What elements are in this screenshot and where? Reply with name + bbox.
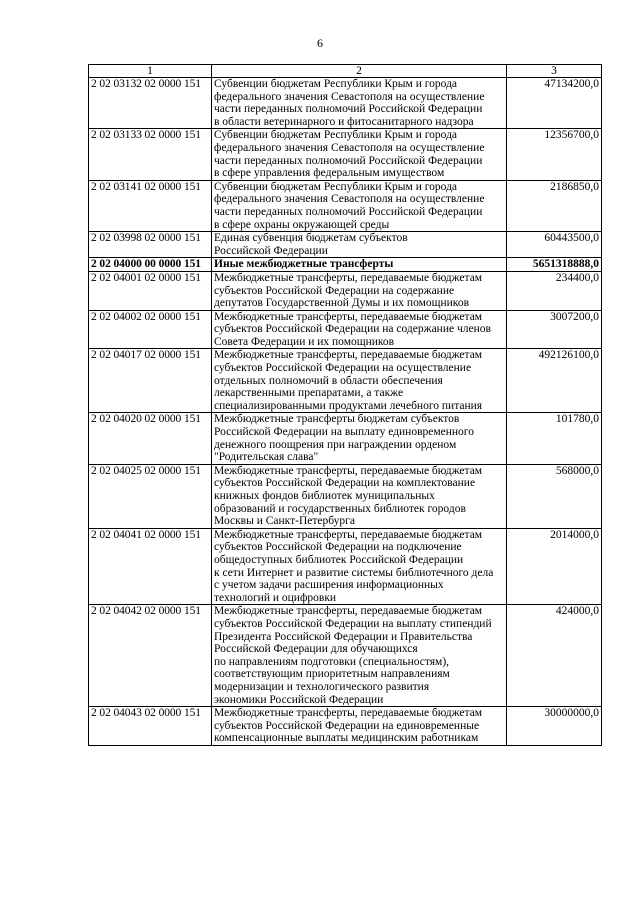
description-line: федерального значения Севастополя на осуществление: [214, 141, 485, 154]
description-line: технологий и оцифровки: [214, 591, 337, 604]
description-line: Межбюджетные трансферты, передаваемые бюджетам: [214, 349, 483, 362]
description-cell: [212, 129, 507, 180]
description-cell: [212, 78, 507, 129]
description-line: денежного поощрения при награждении орденом: [214, 438, 457, 451]
column-header-amount: 3: [507, 65, 602, 78]
description-line: лекарственными препаратами, а также: [214, 387, 404, 400]
budget-code-cell: 2 02 04002 02 0000 151: [89, 310, 212, 349]
table-row: [89, 271, 602, 310]
description-line: части переданных полномочий Российской Федерации: [214, 103, 483, 116]
description-line: субъектов Российской Федерации на содержание: [214, 284, 455, 297]
amount-cell: 30000000,0: [507, 707, 602, 746]
description-line: Субвенции бюджетам Республики Крым и города: [214, 180, 458, 193]
description-line: части переданных полномочий Российской Федерации: [214, 154, 483, 167]
description-line: Российской Федерации: [214, 244, 328, 257]
description-line: депутатов Государственной Думы и их помощников: [214, 297, 469, 310]
page-number: 6: [317, 36, 323, 50]
description-line: по направлениям подготовки (специальностям),: [214, 655, 450, 668]
table-row: [89, 464, 602, 528]
description-cell: [212, 464, 507, 528]
description-line: соответствующим приоритетным направлениям: [214, 668, 450, 681]
table-row: [89, 232, 602, 258]
description-line: федерального значения Севастополя на осуществление: [214, 193, 485, 206]
amount-cell: 492126100,0: [507, 349, 602, 413]
description-line: субъектов Российской Федерации на содержание членов: [214, 323, 491, 336]
description-line: субъектов Российской Федерации на выплату стипендий: [214, 617, 492, 630]
description-line: экономики Российской Федерации: [214, 693, 384, 706]
description-line: Президента Российской Федерации и Правительства: [214, 630, 473, 643]
description-cell: [212, 349, 507, 413]
table-row: [89, 528, 602, 605]
amount-cell: 12356700,0: [507, 129, 602, 180]
budget-code-cell: 2 02 04025 02 0000 151: [89, 464, 212, 528]
description-line: в области ветеринарного и фитосанитарного надзора: [214, 115, 474, 128]
description-line: модернизации и технологического развития: [214, 680, 430, 693]
amount-cell: 2014000,0: [507, 528, 602, 605]
description-line: Межбюджетные трансферты, передаваемые бюджетам: [214, 271, 483, 284]
description-line: федерального значения Севастополя на осуществление: [214, 90, 485, 103]
table-row: [89, 310, 602, 349]
description-line: к сети Интернет и развитие системы библиотечного дела: [214, 566, 494, 579]
description-cell: [212, 310, 507, 349]
description-cell: [212, 413, 507, 464]
description-line: Субвенции бюджетам Республики Крым и города: [214, 129, 458, 142]
description-line: субъектов Российской Федерации на осуществление: [214, 362, 472, 375]
description-line: образований и государственных библиотек городов: [214, 502, 466, 515]
column-header-code: 1: [89, 65, 212, 78]
amount-cell: 234400,0: [507, 271, 602, 310]
column-header-name: 2: [212, 65, 507, 78]
budget-code-cell: 2 02 04020 02 0000 151: [89, 413, 212, 464]
description-cell: [212, 605, 507, 707]
budget-code-cell: 2 02 03141 02 0000 151: [89, 180, 212, 231]
amount-cell: 101780,0: [507, 413, 602, 464]
amount-cell: 5651318888,0: [507, 258, 602, 272]
amount-cell: 3007200,0: [507, 310, 602, 349]
description-line: в сфере управления федеральным имуществом: [214, 167, 445, 180]
amount-cell: 60443500,0: [507, 232, 602, 258]
description-line: "Родительская слава": [214, 451, 319, 464]
budget-code-cell: 2 02 03998 02 0000 151: [89, 232, 212, 258]
description-cell: [212, 271, 507, 310]
description-line: Единая субвенция бюджетам субъектов: [214, 232, 408, 245]
table-row: [89, 413, 602, 464]
description-line: Москвы и Санкт-Петербурга: [214, 515, 355, 528]
description-line: субъектов Российской Федерации на комплектование: [214, 477, 476, 490]
description-line: Российской Федерации на выплату единовременного: [214, 426, 474, 439]
description-line: специализированными продуктами лечебного питания: [214, 399, 483, 412]
description-line: субъектов Российской Федерации на единовременные: [214, 719, 480, 732]
budget-code-cell: 2 02 04000 00 0000 151: [89, 258, 212, 272]
description-cell: [212, 232, 507, 258]
table-row: [89, 349, 602, 413]
budget-code-cell: 2 02 03132 02 0000 151: [89, 78, 212, 129]
table-row: [89, 258, 602, 272]
budget-code-cell: 2 02 04042 02 0000 151: [89, 605, 212, 707]
description-line: части переданных полномочий Российской Федерации: [214, 205, 483, 218]
description-line: с учетом задачи расширения информационных: [214, 579, 444, 592]
description-line: компенсационные выплаты медицинским работникам: [214, 732, 479, 745]
budget-code-cell: 2 02 04043 02 0000 151: [89, 707, 212, 746]
budget-table: [88, 64, 602, 746]
budget-code-cell: 2 02 04041 02 0000 151: [89, 528, 212, 605]
description-cell: [212, 180, 507, 231]
table-row: [89, 707, 602, 746]
table-row: [89, 605, 602, 707]
description-cell: [212, 528, 507, 605]
description-line: в сфере охраны окружающей среды: [214, 218, 390, 231]
amount-cell: 2186850,0: [507, 180, 602, 231]
description-line: Межбюджетные трансферты, передаваемые бюджетам: [214, 707, 483, 720]
description-cell: [212, 707, 507, 746]
amount-cell: 47134200,0: [507, 78, 602, 129]
description-line: Межбюджетные трансферты, передаваемые бюджетам: [214, 310, 483, 323]
table-row: [89, 129, 602, 180]
description-line: Межбюджетные трансферты, передаваемые бюджетам: [214, 464, 483, 477]
description-line: общедоступных библиотек Российской Федерации: [214, 553, 464, 566]
budget-code-cell: 2 02 03133 02 0000 151: [89, 129, 212, 180]
budget-code-cell: 2 02 04001 02 0000 151: [89, 271, 212, 310]
table-body: [89, 78, 602, 746]
description-line: книжных фондов библиотек муниципальных: [214, 490, 435, 502]
description-line: Межбюджетные трансферты, передаваемые бюджетам: [214, 605, 483, 618]
description-line: Субвенции бюджетам Республики Крым и города: [214, 78, 458, 90]
description-line: Межбюджетные трансферты, передаваемые бюджетам: [214, 528, 483, 541]
description-cell: [212, 258, 507, 272]
description-line: Межбюджетные трансферты бюджетам субъектов: [214, 413, 460, 426]
amount-cell: 568000,0: [507, 464, 602, 528]
budget-code-cell: 2 02 04017 02 0000 151: [89, 349, 212, 413]
table-header-row: [89, 65, 602, 78]
description-line: Совета Федерации и их помощников: [214, 335, 395, 348]
description-line: субъектов Российской Федерации на подключение: [214, 541, 462, 554]
amount-cell: 424000,0: [507, 605, 602, 707]
description-line: отдельных полномочий в области обеспечения: [214, 374, 443, 387]
table-row: [89, 180, 602, 231]
table-row: [89, 78, 602, 129]
description-line: Иные межбюджетные трансферты: [214, 258, 394, 271]
description-line: Российской Федерации для обучающихся: [214, 643, 418, 656]
